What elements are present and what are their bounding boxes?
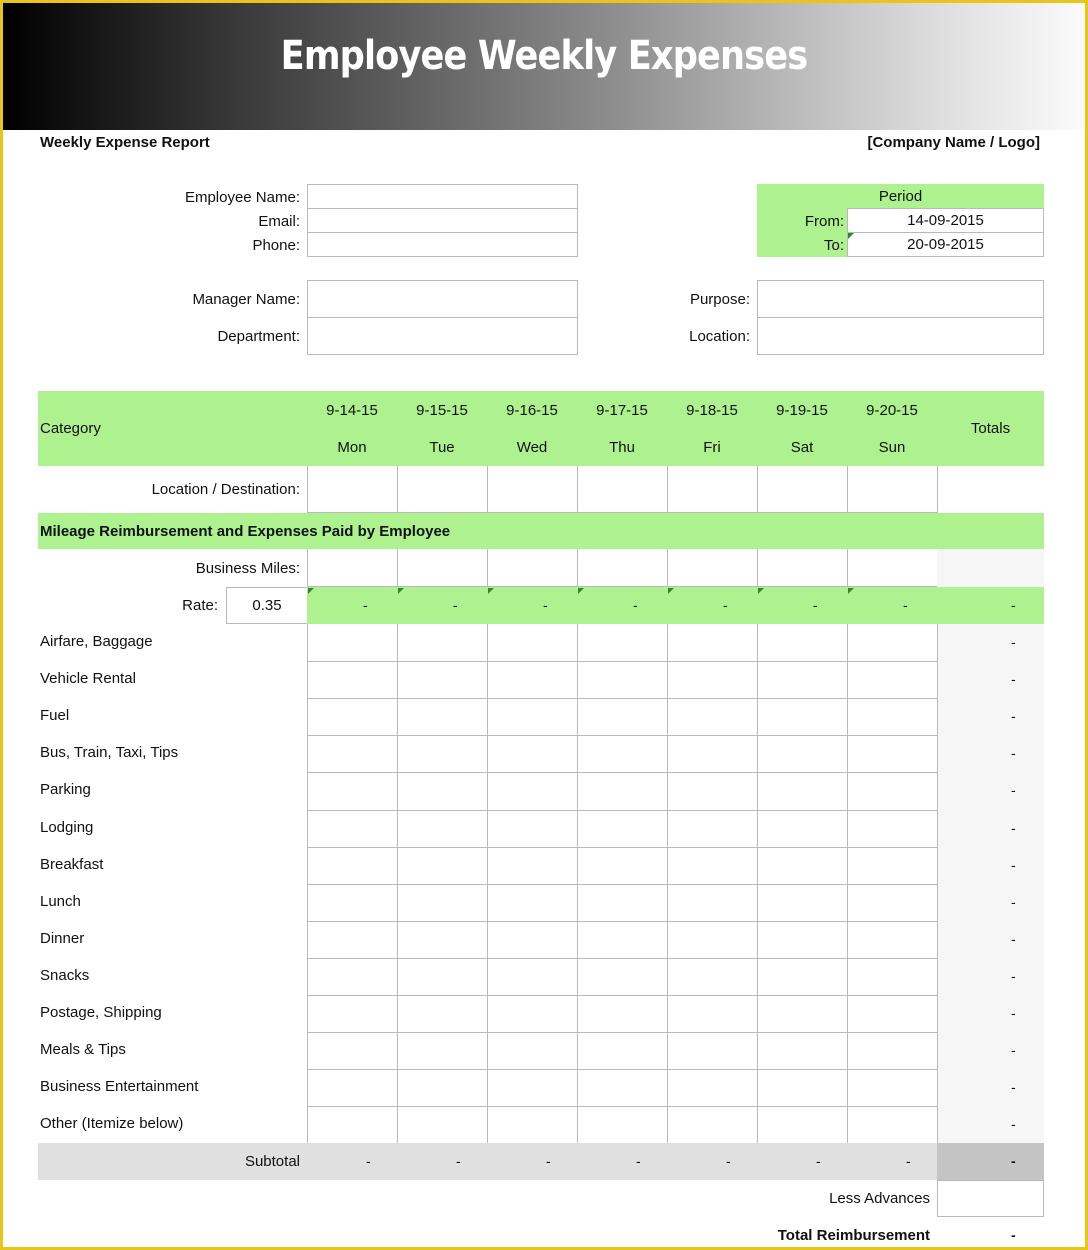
expense-cell[interactable] (757, 772, 848, 811)
period-to-label: To: (823, 237, 844, 254)
expense-cell[interactable] (307, 995, 398, 1033)
expense-cell[interactable] (397, 1032, 488, 1070)
day-header: Tue (429, 439, 455, 456)
day-header: Fri (703, 439, 721, 456)
email-label: Email: (258, 213, 300, 230)
business-miles-cell[interactable] (487, 549, 578, 587)
expense-cell[interactable] (307, 1069, 398, 1107)
less-advances-field[interactable] (937, 1180, 1044, 1217)
expense-cell[interactable] (307, 624, 398, 662)
expense-cell[interactable] (307, 847, 398, 885)
date-header: 9-16-15 (506, 402, 558, 419)
business-miles-cell[interactable] (397, 549, 488, 587)
expense-cell[interactable] (847, 921, 938, 959)
section-header: Mileage Reimbursement and Expenses Paid by Employee (40, 523, 451, 540)
expense-cell[interactable] (667, 772, 758, 811)
expense-cell[interactable] (847, 624, 938, 662)
rate-row-value: - (813, 597, 818, 613)
rate-row-band (307, 587, 1044, 624)
expense-cell[interactable] (577, 958, 668, 996)
category-total: - (1011, 708, 1016, 724)
expense-cell[interactable] (577, 1069, 668, 1107)
comment-marker-icon (758, 588, 764, 594)
expense-cell[interactable] (307, 661, 398, 699)
expense-cell[interactable] (307, 1106, 398, 1144)
category-label: Business Entertainment (40, 1078, 199, 1095)
comment-marker-icon (308, 588, 314, 594)
category-total: - (1011, 1042, 1016, 1058)
totals-header: Totals (970, 420, 1011, 437)
subtotal-value: - (546, 1153, 551, 1169)
expense-cell[interactable] (667, 1032, 758, 1070)
expense-cell[interactable] (307, 884, 398, 922)
category-total: - (1011, 931, 1016, 947)
expense-cell[interactable] (307, 810, 398, 848)
subtotal-band (38, 1143, 937, 1180)
period-to-field[interactable]: 20-09-2015 (847, 232, 1044, 257)
less-advances-label: Less Advances (829, 1190, 930, 1207)
page-title: Employee Weekly Expenses (280, 33, 808, 79)
expense-cell[interactable] (487, 884, 578, 922)
expense-cell[interactable] (487, 847, 578, 885)
expense-cell[interactable] (397, 772, 488, 811)
expense-cell[interactable] (487, 772, 578, 811)
category-total: - (1011, 1005, 1016, 1021)
rate-row-value: - (543, 597, 548, 613)
expense-cell[interactable] (847, 1069, 938, 1107)
expense-cell[interactable] (847, 1106, 938, 1144)
expense-cell[interactable] (757, 1069, 848, 1107)
comment-marker-icon (848, 588, 854, 594)
expense-cell[interactable] (577, 698, 668, 736)
expense-cell[interactable] (577, 624, 668, 662)
expense-cell[interactable] (397, 810, 488, 848)
expense-cell[interactable] (667, 884, 758, 922)
business-miles-total-cell (937, 549, 1044, 587)
subtotal-value: - (726, 1153, 731, 1169)
expense-cell[interactable] (847, 958, 938, 996)
expense-cell[interactable] (397, 884, 488, 922)
title-banner (3, 3, 1085, 130)
rate-row-value: - (903, 597, 908, 613)
day-header: Sat (790, 439, 814, 456)
subtotal-value: - (906, 1153, 911, 1169)
expense-cell[interactable] (397, 1106, 488, 1144)
expense-cell[interactable] (577, 884, 668, 922)
expense-cell[interactable] (487, 1106, 578, 1144)
expense-cell[interactable] (847, 735, 938, 773)
expense-cell[interactable] (307, 1032, 398, 1070)
expense-cell[interactable] (487, 624, 578, 662)
location-destination-label: Location / Destination: (151, 481, 300, 498)
expense-cell[interactable] (397, 921, 488, 959)
location-destination-cell[interactable] (757, 466, 848, 513)
subtotal-total: - (1011, 1153, 1016, 1169)
comment-marker-icon (848, 233, 854, 239)
expense-cell[interactable] (487, 958, 578, 996)
rate-label: Rate: (182, 597, 218, 614)
expense-cell[interactable] (577, 772, 668, 811)
subtotal-label: Subtotal (244, 1153, 300, 1170)
subtotal-value: - (366, 1153, 371, 1169)
category-total: - (1011, 671, 1016, 687)
business-miles-cell[interactable] (847, 549, 938, 587)
expense-cell[interactable] (757, 661, 848, 699)
category-label: Dinner (40, 930, 85, 947)
expense-cell[interactable] (667, 698, 758, 736)
expense-cell[interactable] (757, 958, 848, 996)
expense-cell[interactable] (667, 810, 758, 848)
expense-cell[interactable] (757, 884, 848, 922)
expense-cell[interactable] (757, 847, 848, 885)
business-miles-label: Business Miles: (195, 560, 300, 577)
location-field[interactable] (757, 317, 1044, 355)
expense-cell[interactable] (757, 995, 848, 1033)
category-label: Postage, Shipping (40, 1004, 162, 1021)
location-label: Location: (689, 328, 750, 345)
expense-cell[interactable] (307, 772, 398, 811)
location-destination-cell[interactable] (667, 466, 758, 513)
subtotal-total-band (937, 1143, 1044, 1180)
expense-cell[interactable] (487, 1032, 578, 1070)
expense-cell[interactable] (847, 810, 938, 848)
category-label: Other (Itemize below) (40, 1115, 184, 1132)
expense-cell[interactable] (577, 995, 668, 1033)
expense-cell[interactable] (397, 661, 488, 699)
location-destination-cell[interactable] (307, 466, 398, 513)
total-reimbursement-label: Total Reimbursement (777, 1227, 930, 1244)
category-label: Airfare, Baggage (40, 633, 153, 650)
category-label: Lunch (40, 893, 81, 910)
category-label: Vehicle Rental (40, 670, 136, 687)
expense-cell[interactable] (487, 995, 578, 1033)
expense-cell[interactable] (307, 735, 398, 773)
category-total: - (1011, 820, 1016, 836)
employee-name-field[interactable] (307, 184, 578, 209)
business-miles-cell[interactable] (577, 549, 668, 587)
expense-cell[interactable] (487, 661, 578, 699)
date-header: 9-14-15 (326, 402, 378, 419)
business-miles-cell[interactable] (667, 549, 758, 587)
phone-field[interactable] (307, 232, 578, 257)
expense-cell[interactable] (667, 624, 758, 662)
date-header: 9-18-15 (686, 402, 738, 419)
expense-cell[interactable] (847, 847, 938, 885)
date-header: 9-19-15 (776, 402, 828, 419)
rate-row-value: - (633, 597, 638, 613)
expense-cell[interactable] (397, 698, 488, 736)
category-label: Fuel (40, 707, 70, 724)
rate-row-value: - (363, 597, 368, 613)
category-total: - (1011, 1079, 1016, 1095)
subtotal-value: - (636, 1153, 641, 1169)
category-total: - (1011, 857, 1016, 873)
category-total: - (1011, 1116, 1016, 1132)
category-label: Bus, Train, Taxi, Tips (40, 744, 179, 761)
period-from-field[interactable]: 14-09-2015 (847, 208, 1044, 233)
expense-cell[interactable] (667, 1106, 758, 1144)
comment-marker-icon (668, 588, 674, 594)
expense-cell[interactable] (757, 735, 848, 773)
category-total: - (1011, 782, 1016, 798)
expense-cell[interactable] (667, 921, 758, 959)
expense-cell[interactable] (757, 810, 848, 848)
expense-cell[interactable] (757, 1106, 848, 1144)
expense-cell[interactable] (847, 772, 938, 811)
expense-cell[interactable] (487, 698, 578, 736)
expense-cell[interactable] (847, 995, 938, 1033)
expense-cell[interactable] (667, 1069, 758, 1107)
subtotal-value: - (456, 1153, 461, 1169)
expense-cell[interactable] (577, 735, 668, 773)
expense-cell[interactable] (757, 624, 848, 662)
report-label: Weekly Expense Report (40, 134, 210, 151)
expense-cell[interactable] (397, 995, 488, 1033)
category-label: Lodging (40, 819, 94, 836)
expense-cell[interactable] (307, 921, 398, 959)
category-label: Parking (40, 781, 91, 798)
expense-cell[interactable] (397, 958, 488, 996)
department-label: Department: (217, 328, 300, 345)
purpose-field[interactable] (757, 280, 1044, 318)
location-destination-cell[interactable] (487, 466, 578, 513)
expense-cell[interactable] (487, 735, 578, 773)
expense-cell[interactable] (667, 661, 758, 699)
expense-cell[interactable] (667, 995, 758, 1033)
day-header: Wed (516, 439, 548, 456)
comment-marker-icon (488, 588, 494, 594)
expense-cell[interactable] (397, 735, 488, 773)
totals-column (937, 624, 1044, 1143)
expense-cell[interactable] (847, 698, 938, 736)
expense-cell[interactable] (757, 698, 848, 736)
expense-cell[interactable] (667, 958, 758, 996)
category-total: - (1011, 634, 1016, 650)
expense-cell[interactable] (577, 1106, 668, 1144)
day-header: Mon (337, 439, 367, 456)
expense-cell[interactable] (397, 847, 488, 885)
expense-cell[interactable] (487, 810, 578, 848)
expense-cell[interactable] (667, 735, 758, 773)
date-header: 9-20-15 (866, 402, 918, 419)
location-destination-cell[interactable] (397, 466, 488, 513)
expense-cell[interactable] (847, 1032, 938, 1070)
expense-cell[interactable] (307, 958, 398, 996)
expense-cell[interactable] (487, 1069, 578, 1107)
date-header: 9-15-15 (416, 402, 468, 419)
category-total: - (1011, 894, 1016, 910)
comment-marker-icon (398, 588, 404, 594)
expense-cell[interactable] (307, 698, 398, 736)
expense-cell[interactable] (757, 921, 848, 959)
expense-cell[interactable] (487, 921, 578, 959)
expense-cell[interactable] (397, 1069, 488, 1107)
location-destination-cell[interactable] (577, 466, 668, 513)
day-header: Thu (609, 439, 635, 456)
total-reimbursement-value: - (1011, 1227, 1016, 1243)
comment-marker-icon (578, 588, 584, 594)
rate-row-value: - (723, 597, 728, 613)
date-header: 9-17-15 (596, 402, 648, 419)
period-from-label: From: (804, 213, 844, 230)
expense-cell[interactable] (577, 1032, 668, 1070)
expense-cell[interactable] (577, 847, 668, 885)
category-label: Snacks (40, 967, 90, 984)
expense-cell[interactable] (397, 624, 488, 662)
company-logo-label: [Company Name / Logo] (867, 134, 1040, 151)
business-miles-cell[interactable] (757, 549, 848, 587)
email-field[interactable] (307, 208, 578, 233)
rate-field[interactable]: 0.35 (226, 587, 308, 624)
period-header: Period (878, 188, 923, 205)
category-label: Meals & Tips (40, 1041, 126, 1058)
expense-cell[interactable] (667, 847, 758, 885)
subtotal-value: - (816, 1153, 821, 1169)
expense-cell[interactable] (577, 921, 668, 959)
purpose-label: Purpose: (689, 291, 750, 308)
category-label: Breakfast (40, 856, 104, 873)
expense-cell[interactable] (577, 810, 668, 848)
rate-row-total: - (1011, 597, 1016, 613)
phone-label: Phone: (252, 237, 300, 254)
expense-cell[interactable] (577, 661, 668, 699)
business-miles-cell[interactable] (307, 549, 398, 587)
employee-name-label: Employee Name: (184, 189, 300, 206)
department-field[interactable] (307, 317, 578, 355)
day-header: Sun (878, 439, 906, 456)
expense-cell[interactable] (847, 884, 938, 922)
category-header: Category (40, 420, 101, 437)
manager-name-label: Manager Name: (192, 291, 300, 308)
expense-cell[interactable] (757, 1032, 848, 1070)
rate-row-value: - (453, 597, 458, 613)
location-destination-cell[interactable] (847, 466, 938, 513)
category-total: - (1011, 745, 1016, 761)
expense-cell[interactable] (847, 661, 938, 699)
category-total: - (1011, 968, 1016, 984)
manager-name-field[interactable] (307, 280, 578, 318)
